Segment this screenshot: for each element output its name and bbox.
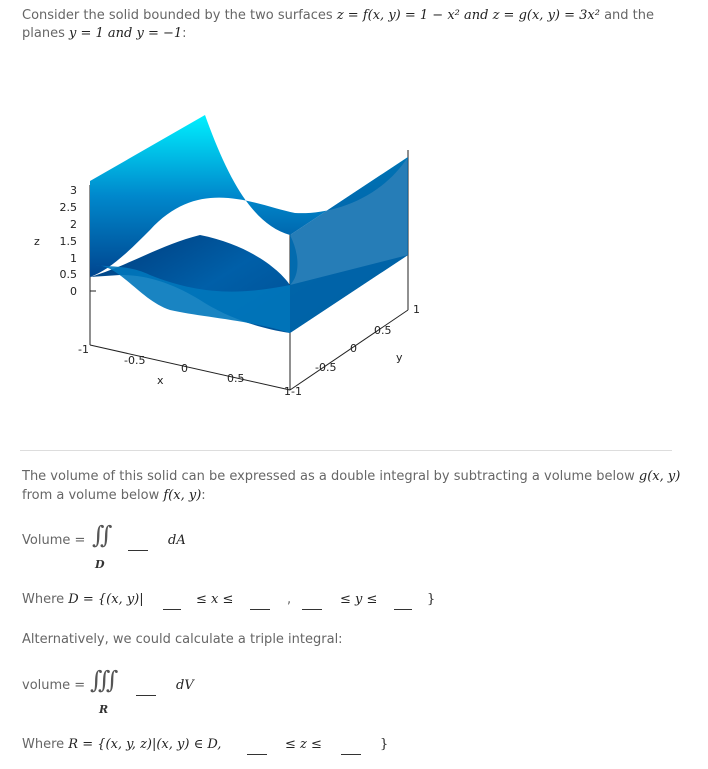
where-prefix-r: Where <box>22 737 65 752</box>
z-upper-bound-input[interactable] <box>341 740 361 755</box>
surface-equations: z = f(x, y) = 1 − x² and z = g(x, y) = 3x² <box>336 8 600 23</box>
x-bound-relation: ≤ x ≤ <box>196 592 234 607</box>
y-axis-label: y <box>396 351 403 364</box>
volume-sentence-text-2: from a volume below <box>22 488 160 503</box>
intro-colon: : <box>182 26 187 41</box>
y-tick-label: 0.5 <box>374 324 392 337</box>
volume-label: Volume = <box>22 533 86 548</box>
r-close-brace: } <box>380 737 389 752</box>
domain-definition-row <box>22 590 144 609</box>
intro-line-1 <box>22 6 692 25</box>
z-bound-relation: ≤ z ≤ <box>285 737 322 752</box>
z-lower-bound-input[interactable] <box>247 740 267 755</box>
da-label: dA <box>168 533 186 548</box>
y-tick-label: -1 <box>291 385 302 398</box>
domain-d-label: D <box>95 558 105 571</box>
x-upper-bound-input[interactable] <box>250 595 270 610</box>
integrand-input[interactable] <box>128 536 148 551</box>
d-close-brace: } <box>427 592 436 607</box>
y-lower-bound-input[interactable] <box>302 595 322 610</box>
volume-sentence-text: The volume of this solid can be expressed as a double integral by subtracting a volume below <box>22 469 635 484</box>
where-prefix: Where <box>22 592 65 607</box>
d-definition: D = {(x, y)| <box>68 592 144 607</box>
z-tick-label: 1.5 <box>59 235 77 248</box>
y-tick-label: 0 <box>350 342 357 355</box>
intro-prefix: Consider the solid bounded by the two surfaces <box>22 8 333 23</box>
y-tick-label: -0.5 <box>315 361 337 374</box>
volume-colon: : <box>201 488 206 503</box>
surface-plot <box>0 95 708 425</box>
g-expression: g(x, y) <box>638 469 681 484</box>
surface-g-right-face <box>290 157 408 333</box>
z-tick-label: 0 <box>70 285 77 298</box>
double-integral-symbol: ∬ <box>92 521 109 549</box>
planes-equations: y = 1 and y = −1 <box>68 26 183 41</box>
z-tick-label: 2 <box>70 218 77 231</box>
alternative-text: Alternatively, we could calculate a triple integral: <box>22 632 343 647</box>
planes-prefix: planes <box>22 26 65 41</box>
triple-volume-label: volume = <box>22 678 86 693</box>
x-lower-bound-input[interactable] <box>163 595 181 610</box>
x-tick-label: 1 <box>284 385 291 398</box>
dv-label: dV <box>176 678 194 693</box>
intro-line-2 <box>22 24 187 43</box>
volume-sentence-line-1 <box>22 467 702 486</box>
z-tick-label: 2.5 <box>59 201 77 214</box>
section-divider <box>20 450 672 451</box>
x-axis-label: x <box>157 374 164 387</box>
z-tick-label: 0.5 <box>59 268 77 281</box>
z-tick-label: 3 <box>70 184 77 197</box>
x-tick-label: 0 <box>181 362 188 375</box>
base-edge-front-right <box>290 310 408 390</box>
triple-integrand-input[interactable] <box>136 681 156 696</box>
triple-integral-symbol: ∭ <box>90 666 115 694</box>
z-tick-label: 1 <box>70 252 77 265</box>
z-axis-label: z <box>34 235 40 248</box>
region-r-label: R <box>99 703 109 716</box>
y-tick-label: 1 <box>413 303 420 316</box>
f-expression: f(x, y) <box>163 488 202 503</box>
x-tick-label: 0.5 <box>227 372 245 385</box>
r-definition: R = {(x, y, z)|(x, y) ∈ D, <box>68 737 222 752</box>
intro-and-the: and the <box>604 8 655 23</box>
y-upper-bound-input[interactable] <box>394 595 412 610</box>
y-bound-relation: ≤ y ≤ <box>340 592 378 607</box>
base-edge-front-left <box>90 345 290 390</box>
region-definition-row <box>22 735 221 754</box>
x-tick-label: -0.5 <box>124 354 146 367</box>
x-tick-label: -1 <box>78 343 89 356</box>
bounds-comma: , <box>287 592 292 607</box>
volume-sentence-line-2 <box>22 486 206 505</box>
